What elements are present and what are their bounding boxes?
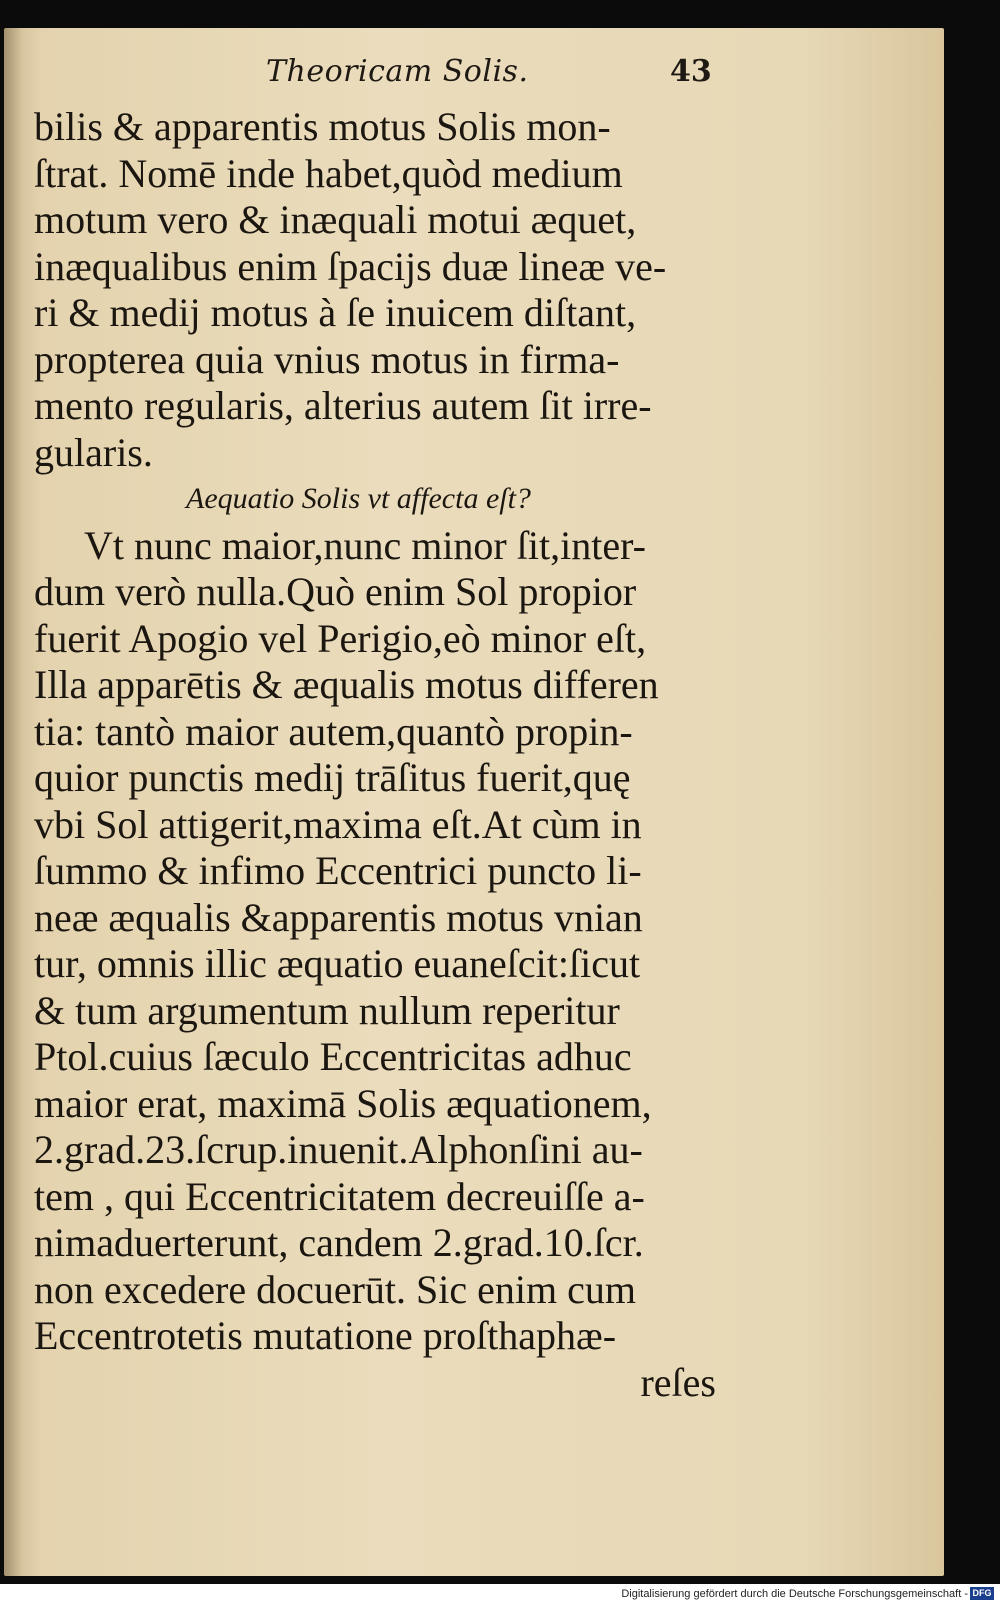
text-line: non excedere docuerūt. Sic enim cum [34,1266,636,1312]
book-page [4,28,944,1576]
folio-number: 43 [670,54,712,89]
text-line: Illa apparētis & æqualis motus differen [34,662,659,707]
section-heading: Aequatio Solis vt affecta eſt? [186,482,531,515]
dfg-logo[interactable]: DFG [970,1587,994,1600]
text-line: Ptol.cuius ſæculo Eccentricitas adhuc [34,1034,632,1079]
text-line: motum vero & inæquali motui æquet, [34,197,637,242]
running-head-title: Theoricam Solis. [266,54,529,89]
text-line: tur, omnis illic æquatio euaneſcit:ſicut [34,941,641,986]
text-line: dum verò nulla.Quò enim Sol propior [34,569,637,614]
digitization-credit: Digitalisierung gefördert durch die Deutsche Forschungsgemeinschaft - [621,1588,968,1600]
running-head [4,54,944,100]
text-line: tia: tantò maior autem,quantò propin- [34,708,633,754]
text-line: propterea quia vnius motus in firma- [34,336,620,382]
text-line: nimaduerterunt, candem 2.grad.10.ſcr. [34,1220,644,1265]
text-line: Vt nunc maior,nunc minor ſit,inter- [84,522,646,568]
text-line: fuerit Apogio vel Perigio,eò minor eſt, [34,615,647,661]
text-line: maior erat, maximā Solis æquationem, [34,1080,652,1126]
text-line: inæqualibus enim ſpacijs duæ lineæ ve- [34,243,667,289]
text-line: & tum argumentum nullum reperitur [34,987,620,1033]
text-line: 2.grad.23.ſcrup.inuenit.Alphonſini au- [34,1127,643,1172]
text-line: Eccentrotetis mutatione proſthaphæ- [34,1313,617,1358]
body-text [34,104,724,1406]
catchword: reſes [640,1359,716,1405]
text-line: tem , qui Eccentricitatem decreuiſſe a- [34,1173,645,1219]
text-line: mento regularis, alterius autem ſit irre- [34,383,652,428]
text-line: ſtrat. Nomē inde habet,quòd medium [34,150,623,196]
text-line: neæ æqualis &apparentis motus vnian [34,894,643,940]
text-line: bilis & apparentis motus Solis mon- [34,104,611,149]
text-line: vbi Sol attigerit,maxima eſt.At cùm in [34,801,642,847]
text-line: gularis. [34,429,153,475]
text-line: ſummo & infimo Eccentrici puncto li- [34,848,642,893]
text-line: quior punctis medij trāſitus fuerit,quę [34,755,631,800]
page-gutter-shadow [4,28,22,1576]
text-line: ri & medij motus à ſe inuicem diſtant, [34,290,637,335]
